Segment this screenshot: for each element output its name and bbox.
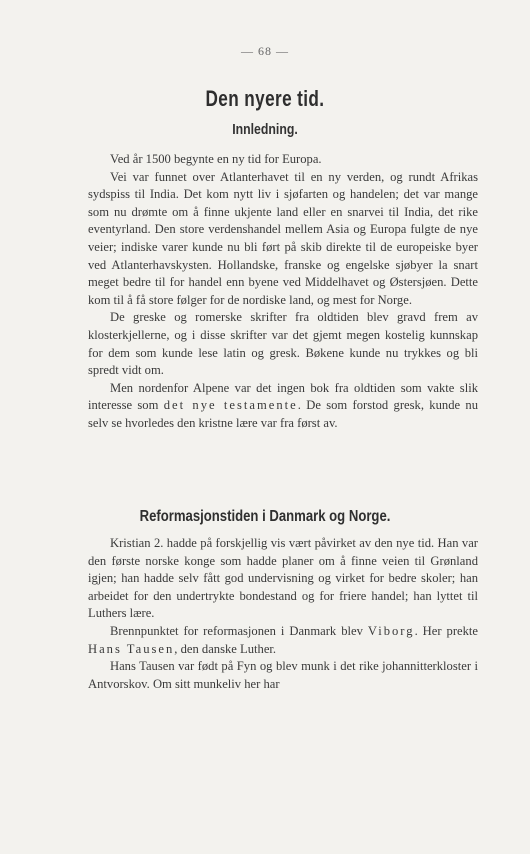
text-run: , den danske Luther. [174, 641, 277, 656]
spaced-emphasis: det nye testamente [163, 398, 298, 413]
text-run: Men nordenfor Alpene var det ingen bok fra oldtiden som vakte slik interesse som [88, 380, 478, 413]
spaced-emphasis: Hans Tausen [88, 641, 175, 656]
paragraph: De greske og romerske skrifter fra oldtiden blev gravd frem av klosterkjellerne, og i disse skrifter var det gjemt megen kostelig kunnskap for dem som kunde lese latin og gresk. Bøkene kunde nu trykkes og bli spredt vidt om. [88, 310, 478, 378]
intro-text [88, 151, 478, 433]
paragraph: Vei var funnet over Atlanterhavet til en ny verden, og rundt Afrikas sydspiss til India. Det kom nytt liv i sjøfarten og handelen; det var mange som nu drømte om å finne ukjente land eller en snarvei til India, det rike eventyrland. Den store verdenshandel mellem Asia og Europa fulgte de nye veier; indiske varer kunde nu bli ført på skib direkte til de europeiske byer ved Atlanterhavskysten. Hollandske, franske og engelske sjøbyer la snart meget bedre til for handel enn byene ved Middelhavet og Østersjøen. Dette kom til å få store følger for de nordiske land, og mest for Norge. [88, 169, 478, 307]
text-run: . Her prekte [414, 623, 479, 638]
paragraph [88, 380, 478, 433]
page-number: — 68 — [241, 44, 289, 58]
section-heading: Reformasjonstiden i Danmark og Norge. [139, 508, 391, 525]
chapter-title: Den nyere tid. [205, 86, 325, 111]
chapter-subtitle: Innledning. [232, 121, 298, 138]
paragraph: Kristian 2. hadde på forskjellig vis vært påvirket av den nye tid. Han var den første norske konge som hadde planer om å finne veien til Grønland igjen; han hadde selv fått god undervisning og virket for bedre skoler; han arbeidet for den undertrykte bondestand og for friere handel; han lyttet til Luthers lære. [88, 536, 478, 621]
text-run: . De som forstod gresk, kunde nu selv se hvorledes den kristne lære var fra først av. [88, 398, 478, 430]
paragraph [88, 623, 478, 658]
paragraph: Hans Tausen var født på Fyn og blev munk i det rike johannitterkloster i Antvorskov. Om sitt munkeliv her har [88, 659, 478, 691]
paragraph: Ved år 1500 begynte en ny tid for Europa. [110, 152, 322, 166]
section-text [88, 535, 478, 693]
spaced-emphasis: Viborg [367, 623, 415, 638]
text-run: Brennpunktet for reformasjonen i Danmark blev [110, 623, 368, 638]
